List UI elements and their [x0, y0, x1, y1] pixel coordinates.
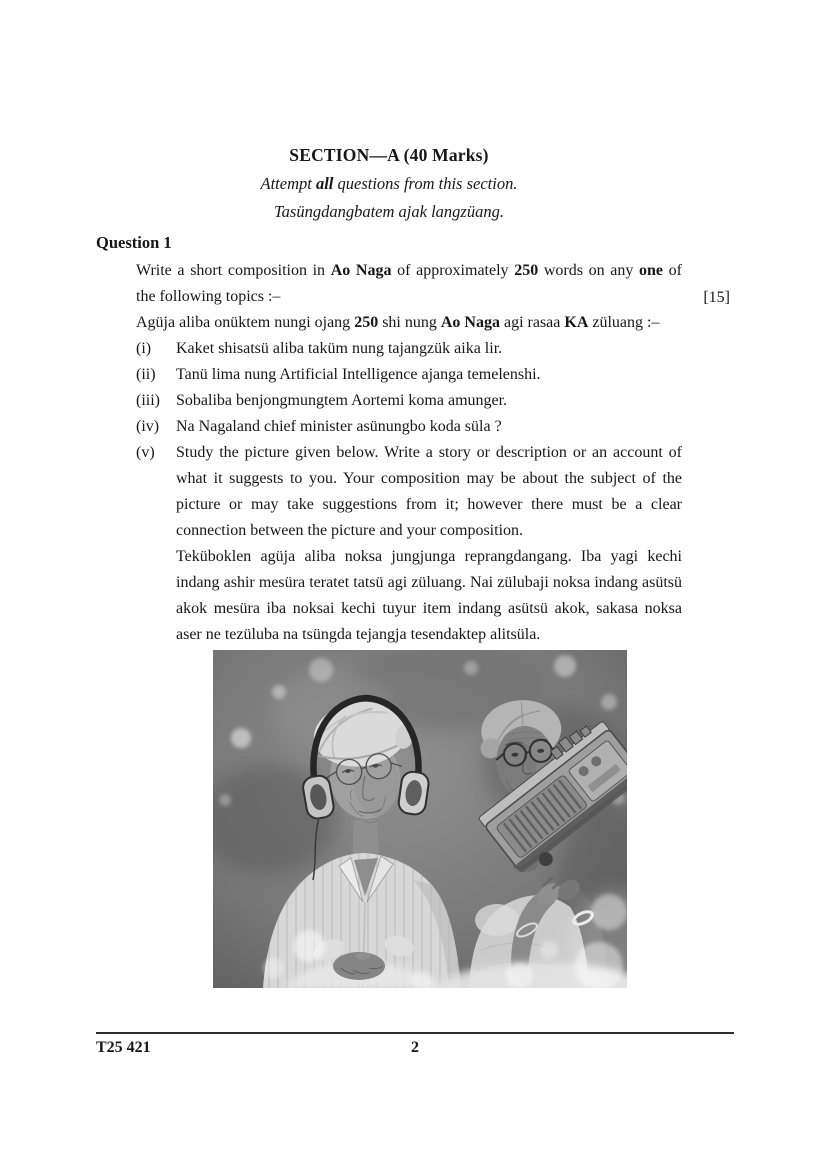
topic-v-ao-naga: Teküboklen agüja aliba noksa jungjunga reprangdangang. Iba yagi kechi indang ashir mesüra teratet tatsü agi züluang. Nai zülubaji noksa indang asütsü akok mesüra iba noksai kechi tuyur item indang asütsü akok, sakasa noksa aser ne tezüluba na tsüngda tejangja tesendaktep alitsüla. [176, 548, 682, 643]
intro-ao-text: züluang :– [588, 314, 660, 331]
topic-text: Na Nagaland chief minister asünungbo koda süla ? [176, 418, 502, 435]
intro-en-text: words on any [538, 262, 640, 279]
topic-item-v [96, 440, 730, 544]
intro-ao-text: agi rasaa [499, 314, 565, 331]
page-footer [96, 1032, 734, 1057]
intro-en-text: of approximately [391, 262, 515, 279]
topic-text: Tanü lima nung Artificial Intelligence ajanga temelenshi. [176, 366, 541, 383]
man-folded-hands [333, 952, 385, 980]
topic-number: (iv) [136, 418, 160, 435]
instruction-ao-naga: Tasüngdangbatem ajak langzüang. [274, 202, 504, 221]
instruction-english-post: questions from this section. [333, 174, 518, 193]
topic-number: (v) [136, 444, 155, 461]
section-title: SECTION—A (40 Marks) [289, 145, 489, 165]
intro-ao-bold-language: Ao Naga [440, 314, 500, 331]
topic-item-i [96, 336, 730, 362]
section-headings [96, 0, 682, 223]
topic-number: (ii) [136, 366, 156, 383]
intro-ao-bold-ka: KA [564, 314, 589, 331]
intro-en-bold-language: Ao Naga [330, 262, 392, 279]
topic-text: Kaket shisatsü aliba taküm nung tajangzük aika lir. [176, 340, 503, 357]
instruction-english-pre: Attempt [260, 174, 316, 193]
marks-value: [15] [703, 289, 730, 306]
intro-en-text: of the following topics :– [136, 262, 683, 305]
question-photograph [213, 650, 627, 988]
intro-en-bold-wordcount: 250 [514, 262, 539, 279]
topic-text: Sobaliba benjongmungtem Aortemi koma amunger. [176, 392, 508, 409]
question-label: Question 1 [96, 233, 172, 252]
intro-ao-naga [136, 310, 682, 336]
instruction-english [96, 173, 682, 195]
intro-ao-text: Agüja aliba onüktem nungi ojang [136, 314, 355, 331]
intro-ao-text: shi nung [378, 314, 441, 331]
intro-en-text: Write a short composition in [136, 262, 331, 279]
intro-english [136, 258, 682, 310]
question-body [96, 258, 730, 988]
page-number: 2 [411, 1039, 419, 1056]
headphone-earcup-right [397, 770, 430, 815]
paper-code: T25 421 [96, 1039, 151, 1056]
topic-item-iv [96, 414, 730, 440]
topic-number: (iii) [136, 392, 160, 409]
intro-english-wrap [96, 258, 730, 310]
topic-item-ii [96, 362, 730, 388]
intro-en-bold-one: one [639, 262, 664, 279]
topic-number: (i) [136, 340, 152, 357]
topic-item-iii [96, 388, 730, 414]
topic-text: Study the picture given below. Write a story or description or an account of what it suggests to you. Your composition may be about the subject of the picture or may take suggestions from it; however there must be a clear connection between the picture and your composition. [176, 444, 682, 539]
instruction-english-bold: all [315, 174, 334, 193]
intro-ao-bold-wordcount: 250 [354, 314, 379, 331]
